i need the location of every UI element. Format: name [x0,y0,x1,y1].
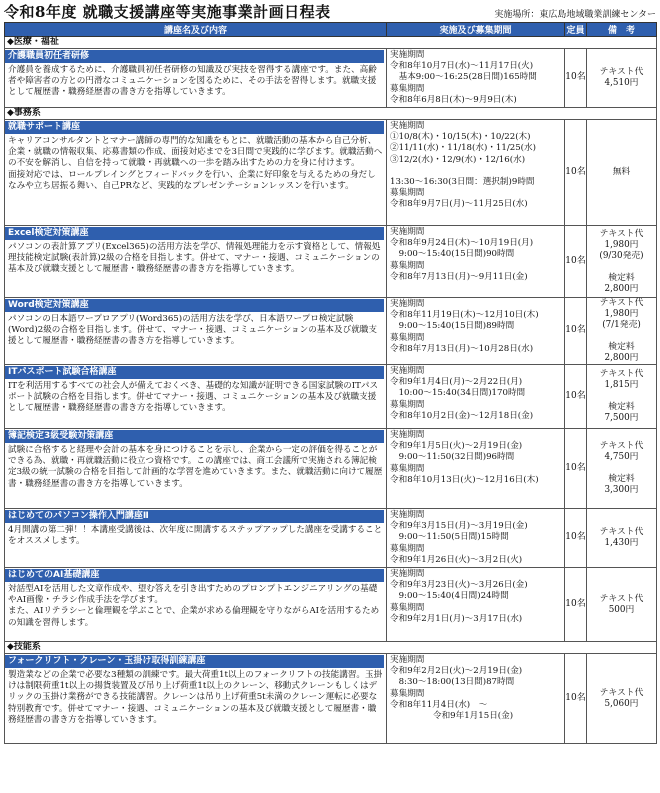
course-cell [5,226,387,298]
course-notes: テキスト代 4,750円 検定料 3,300円 [587,429,657,509]
category-label: ◆医療・福祉 [5,37,657,49]
course-capacity: 10名 [565,654,587,744]
schedule-body [5,37,657,744]
course-cell [5,298,387,365]
course-name: はじめてのパソコン操作入門講座Ⅱ [5,510,384,523]
course-capacity: 10名 [565,509,587,568]
course-row [5,568,657,642]
course-description: 介護員を養成するために、介護職員初任者研修の知識及び実技を習得する講座です。また、高齢者や障害者の方との円滑なコミュニケーションを図るために、その手法を習得します。就職支援として履歴書・職務経歴書の書き方を指導していきます。 [8,65,377,98]
course-capacity: 10名 [565,365,587,429]
page-title: 令和8年度 就職支援講座等実施事業計画日程表 [4,3,331,21]
course-row [5,509,657,568]
course-row [5,120,657,226]
table-header-row [5,23,657,37]
course-name: はじめてのAI基礎講座 [5,569,384,582]
category-label: ◆事務系 [5,108,657,120]
course-period: 実施期間 令和8年9月24日(木)～10月19日(月) 9:00～15:40(15日間)90時間 募集期間 令和8年7月13日(月)～9月11日(金) [387,226,565,298]
course-row [5,654,657,744]
venue-text: 実施場所：東広島地域職業訓練センター [494,10,656,20]
course-period: 実施期間 令和9年3月15日(月)～3月19日(金) 9:00～11:50(5日間)15時間 募集期間 令和9年1月26日(火)～3月2日(火) [387,509,565,568]
course-capacity: 10名 [565,120,587,226]
course-period: 実施期間 令和9年2月2日(火)～2月19日(金) 8:30～18:00(13日間)87時間 募集期間 令和8年11月4日(水) ～ 令和9年1月15日(金) [387,654,565,744]
course-notes: テキスト代 4,510円 [587,49,657,108]
course-cell [5,365,387,429]
course-row [5,226,657,298]
course-description: キャリアコンサルタントとマナー講師の専門的な知識をもとに、就職活動の基本から自己分析、企業・就職の情報収集、応募書類の作成、面接対応までを3日間で実践的に学びます。就職活動への不安を解消し、自信を持って就職・再就職への一歩を踏み出すための力を身に付けます。 面接対応では、ロールプレイングとフィードバックを行い、企業に好印象を与えるための身だしなみや立ち居振る舞い、自己PRなど、実践的なプレゼンテーションレッスンを行います。 [8,136,383,191]
course-notes: 無料 [587,120,657,226]
course-name: Word検定対策講座 [5,299,384,312]
course-cell [5,509,387,568]
course-notes: テキスト代 5,060円 [587,654,657,744]
course-description: 4月開講の第二弾！！本講座受講後は、次年度に開講するステップアップした講座を受講することをオススメします。 [8,525,383,547]
course-notes: テキスト代 1,815円 検定料 7,500円 [587,365,657,429]
course-notes: テキスト代 1,430円 [587,509,657,568]
course-period: 実施期間 令和9年3月23日(火)～3月26日(金) 9:00～15:40(4日間)24時間 募集期間 令和9年2月1日(月)～3月17日(水) [387,568,565,642]
course-period: 実施期間 令和9年1月4日(月)～2月22日(月) 10:00～15:40(34日間)170時間 募集期間 令和8年10月2日(金)～12月18日(金) [387,365,565,429]
course-capacity: 10名 [565,49,587,108]
course-name: 簿記検定3級受験対策講座 [5,430,384,443]
course-description: 試験に合格すると経理や会計の基本を身につけることを示し、企業から一定の評価を得ることができる為、就職・再就職活動に役立つ資格です。この講座では、商工会議所で実施される簿記検定3級の統一試験の合格を目指して計画的な学習を進めていきます。また、就職活動に向けて履歴書・職務経歴書の書き方を指導していきます。 [8,445,383,489]
course-cell [5,654,387,744]
course-name: フォークリフト・クレーン・玉掛け取得訓練講座 [5,655,384,668]
course-cell [5,49,387,108]
course-capacity: 10名 [565,568,587,642]
column-header-period: 実施及び募集期間 [387,23,565,37]
course-description: ITを利活用するすべての社会人が備えておくべき、基礎的な知識が証明できる国家試験のITパスポート試験の合格を目指します。併せてマナー・接遇、コミュニケーションの基本及び就職支援として履歴書・職務経歴書の書き方を指導していきます。 [8,381,379,414]
course-period: 実施期間 令和8年10月7日(水)～11月17日(火) 基本9:00～16:25(28日間)165時間 募集期間 令和8年6月8日(木)～9月9日(木) [387,49,565,108]
page-header [4,0,656,22]
column-header-notes: 備 考 [587,23,657,37]
category-row [5,37,657,49]
course-capacity: 10名 [565,226,587,298]
column-header-capacity: 定員 [565,23,587,37]
course-notes: テキスト代 1,980円 (7/1発売) 検定料 2,800円 [587,298,657,365]
category-label: ◆技能系 [5,642,657,654]
schedule-page [4,0,656,744]
course-name: ITパスポート試験合格講座 [5,366,384,379]
course-name: Excel検定対策講座 [5,227,384,240]
course-row [5,298,657,365]
course-row [5,49,657,108]
course-row [5,429,657,509]
course-notes: テキスト代 1,980円 (9/30発売) 検定料 2,800円 [587,226,657,298]
course-description: パソコンの表計算アプリ(Excel365)の活用方法を学び、情報処理能力を示す資格として、情報処理技能検定試験(表計算)2級の合格を目指します。併せて、マナー・接遇、コミュニケーションの基本及び就職支援として履歴書・職務経歴書の書き方を指導していきます。 [8,242,381,275]
course-capacity: 10名 [565,298,587,365]
course-period: 実施期間 令和9年1月5日(火)～2月19日(金) 9:00～11:50(32日間)96時間 募集期間 令和8年10月13日(火)～12月16日(木) [387,429,565,509]
course-row [5,365,657,429]
course-cell [5,568,387,642]
course-period: 実施期間 令和8年11月19日(木)～12月10日(木) 9:00～15:40(15日間)89時間 募集期間 令和8年7月13日(月)～10月28日(水) [387,298,565,365]
course-period: 実施期間 ①10/8(木)・10/15(木)・10/22(木) ②11/11(水)・11/18(水)・11/25(水) ③12/2(水)・12/9(水)・12/16(水) 13:30～16:30(3日間：選択制)9時間 募集期間 令和8年9月7日(月)～11月25日(水) [387,120,565,226]
column-header-name: 講座名及び内容 [5,23,387,37]
category-row [5,108,657,120]
course-description: パソコンの日本語ワープロアプリ(Word365)の活用方法を学び、日本語ワープロ検定試験(Word)2級の合格を目指します。併せて、マナー・接遇、コミュニケーションの基本及び就職支援として履歴書・職務経歴書の書き方を指導していきます。 [8,314,377,347]
course-name: 介護職員初任者研修 [5,50,384,63]
course-cell [5,120,387,226]
course-description: 製造業などの企業で必要な3種類の訓練です。最大荷重1t以上のフォークリフトの技能講習。玉掛けは制限荷重1t以上の揚貨装置及び吊り上げ荷重1t以上のクレーン、移動式クレーンもしくはデリックの玉掛け業務ができる技能講習。クレーンは吊り上げ荷重5t未満のクレーン運転に必要な特別教育です。併せてマナー・接遇、コミュニケーションの基本及び就職支援として履歴書・職務経歴書の書き方を指導していきます。 [8,670,383,725]
category-row [5,642,657,654]
course-capacity: 10名 [565,429,587,509]
course-cell [5,429,387,509]
course-description: 対話型AIを活用した文章作成や、望む答えを引き出すためのプロンプトエンジニアリングの基礎やAI画像・チラシ作成手法を学びます。 また、AIリテラシーと倫理観を学ぶことで、企業が求める倫理観を守りながらAIを活用するための知識を習得します。 [8,584,380,628]
course-name: 就職サポート講座 [5,121,384,134]
course-notes: テキスト代 500円 [587,568,657,642]
schedule-table [4,22,657,744]
